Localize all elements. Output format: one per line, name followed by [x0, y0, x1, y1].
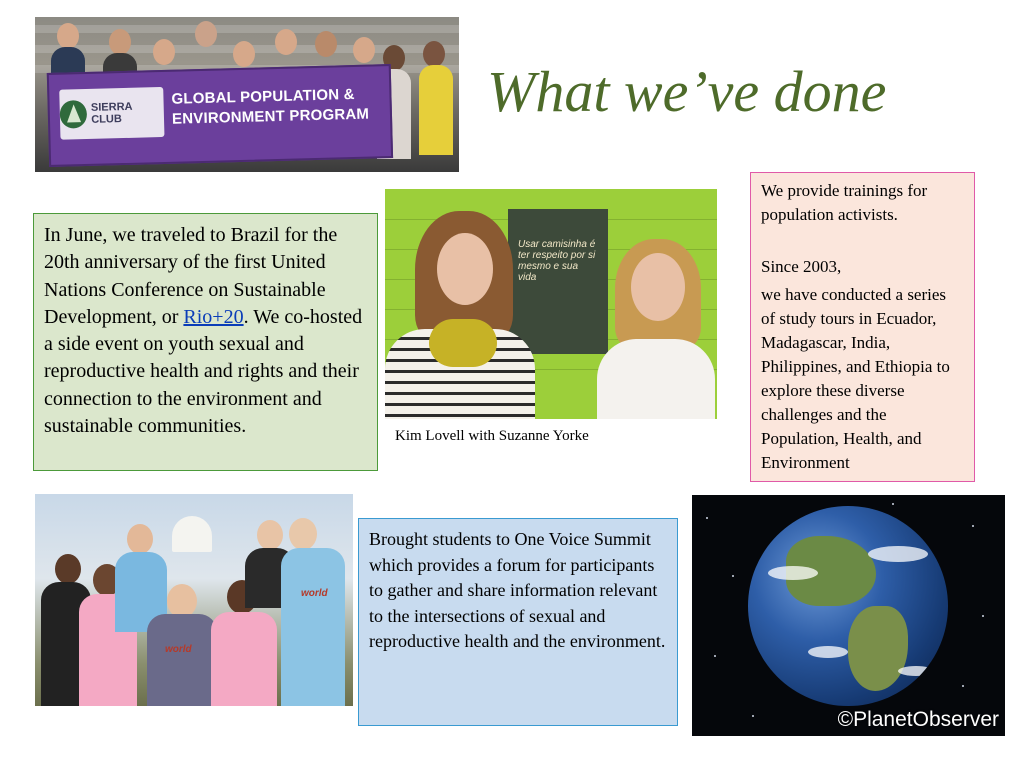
planetobserver-watermark: ©PlanetObserver [837, 708, 999, 731]
program-banner [47, 64, 393, 167]
brazil-text-end: . We co-hosted a side event on youth sexual and reproductive health and rights and their connection to the environment and sustainable communities. [44, 305, 363, 438]
slide-title: What we’ve done [487, 59, 887, 124]
cloud [768, 566, 818, 580]
person-head [233, 41, 255, 67]
head [257, 520, 283, 550]
head [55, 554, 81, 584]
star [892, 503, 894, 505]
study-tours-paragraph: we have conducted a series of study tours in Ecuador, Madagascar, India, Philippines, and Ethiopia to explore these diverse challenges and the Population, Health, and Environment [761, 285, 950, 472]
capitol-dome [172, 516, 212, 552]
head [167, 584, 197, 618]
cloud [808, 646, 848, 658]
person-head [275, 29, 297, 55]
students-photo [35, 494, 353, 706]
banner-text: GLOBAL POPULATION & ENVIRONMENT PROGRAM [171, 85, 370, 128]
person-head [109, 29, 131, 55]
cloud [898, 666, 934, 676]
spacer [761, 227, 964, 255]
earth-photo [692, 495, 1005, 736]
shirt-logo: world [301, 588, 328, 599]
brazil-text-start: In June, we traveled to Brazil for the 20th anniversary of the first United Nations Conference on Sustainable Development, or [44, 224, 338, 328]
scarf [429, 319, 497, 367]
logo-text: SIERRA CLUB [90, 100, 133, 126]
star [706, 517, 708, 519]
face [631, 253, 685, 321]
building-detail [35, 25, 459, 33]
shirt-logo: world [165, 644, 192, 655]
person-head [153, 39, 175, 65]
person-head [195, 21, 217, 47]
face [437, 233, 493, 305]
person-head [57, 23, 79, 49]
training-paragraph: We provide trainings for population activists. [761, 181, 928, 224]
cloud [868, 546, 928, 562]
head [289, 518, 317, 550]
person-head [423, 41, 445, 67]
photo-caption: Kim Lovell with Suzanne Yorke [395, 428, 589, 444]
brazil-text-box [33, 213, 378, 471]
poster [508, 209, 608, 354]
two-women-photo [385, 189, 717, 419]
person-body [419, 65, 453, 155]
head [127, 524, 153, 554]
training-text-box [750, 172, 975, 482]
star [752, 715, 754, 717]
blue-shirt [281, 548, 345, 706]
star [982, 615, 984, 617]
star [714, 655, 716, 657]
since-paragraph: Since 2003, [761, 257, 842, 276]
pink-shirt [211, 612, 277, 706]
star [962, 685, 964, 687]
tree-icon [59, 100, 87, 129]
poster-text: Usar camisinha é ter respeito por si mesmo e sua vida [518, 239, 596, 283]
summit-text-box: Brought students to One Voice Summit which provides a forum for participants to gather and share information relevant to the intersections of sexual and reproductive health and the environment. [358, 518, 678, 726]
star [972, 525, 974, 527]
person-head [315, 31, 337, 57]
sierra-club-logo [59, 87, 164, 140]
south-america [848, 606, 908, 691]
group-banner-photo [35, 17, 459, 172]
rio20-link[interactable]: Rio+20 [183, 305, 244, 328]
star [732, 575, 734, 577]
person-head [353, 37, 375, 63]
white-top [597, 339, 715, 419]
earth-globe [748, 506, 948, 706]
grey-shirt [147, 614, 217, 706]
